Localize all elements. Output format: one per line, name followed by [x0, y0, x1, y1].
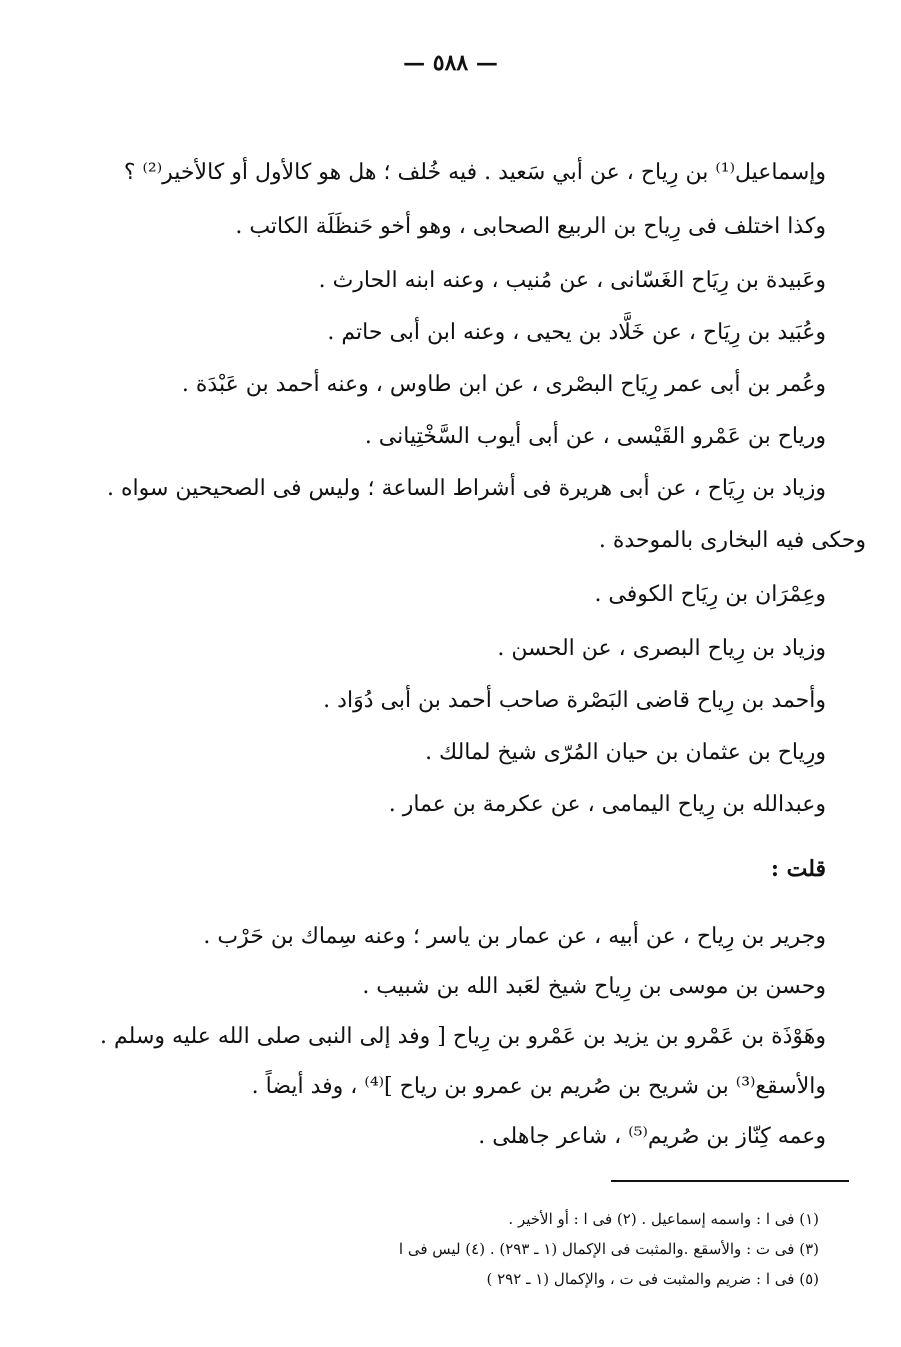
text-line: وزياد بن رِيَاح ، عن أبى هريرة فى أشراط الساعة ؛ وليس فى الصحيحين سواه . [106, 476, 826, 501]
text-line: وزياد بن رِياح البصرى ، عن الحسن . [497, 636, 826, 661]
text-line: والأسقع⁽³⁾ بن شريح بن صُريم بن عمرو بن رياح ]⁽⁴⁾ ، وفد أيضاً . [251, 1074, 826, 1099]
footnote-divider [611, 1180, 849, 1182]
text-line: وحكى فيه البخارى بالموحدة . [598, 528, 866, 553]
text-line: وعمه كِنّاز بن صُريم⁽⁵⁾ ، شاعر جاهلى . [478, 1124, 826, 1149]
text-line: وعُبَيد بن رِيَاح ، عن خَلَّاد بن يحيى ، وعنه ابن أبى حاتم . [327, 320, 826, 345]
text-line: وجرير بن رِياح ، عن أبيه ، عن عمار بن ياسر ؛ وعنه سِماك بن حَرْب . [203, 924, 826, 949]
footnote-line: (٣) فى ت : والأسقع .والمثبت فى الإكمال (١ ـ ٢٩٣) . (٤) ليس فى ا [398, 1240, 819, 1258]
section-heading: قلت : [770, 856, 826, 882]
text-line: ورِياح بن عثمان بن حيان المُرّى شيخ لمالك . [425, 740, 826, 765]
footnote-line: (٥) فى ا : ضريم والمثبت فى ت ، والإكمال (١ ـ ٢٩٢ ) [486, 1270, 819, 1288]
text-line: وحسن بن موسى بن رِياح شيخ لعَبد الله بن شبيب . [362, 974, 826, 999]
text-line: وعِمْرَان بن رِيَاح الكوفى . [594, 582, 826, 607]
text-line: وعَبيدة بن رِيَاح الغَسّانى ، عن مُنيب ، وعنه ابنه الحارث . [318, 268, 826, 293]
text-line: وإسماعيل⁽¹⁾ بن رِياح ، عن أبي سَعيد . فيه خُلف ؛ هل هو كالأول أو كالأخير⁽²⁾ ؟ [123, 160, 826, 185]
text-line: وكذا اختلف فى رِياح بن الربيع الصحابى ، وهو أخو حَنظَلَة الكاتب . [235, 214, 826, 239]
text-line: ورياح بن عَمْرو القَيْسى ، عن أبى أيوب السَّخْتِيانى . [364, 424, 826, 449]
text-line: وعُمر بن أبى عمر رِيَاح البصْرى ، عن ابن طاوس ، وعنه أحمد بن عَبْدَة . [181, 372, 826, 397]
text-line: وهَوْذَة بن عَمْرو بن يزيد بن عَمْرو بن رِياح [ وفد إلى النبى صلى الله عليه وسلم . [100, 1024, 826, 1049]
text-line: وأحمد بن رِياح قاضى البَصْرة صاحب أحمد بن أبى دُوَاد . [323, 688, 826, 713]
text-line: وعبدالله بن رِياح اليمامى ، عن عكرمة بن عمار . [388, 792, 826, 817]
page-number: — ٥٨٨ — [403, 50, 498, 76]
footnote-line: (١) فى ا : واسمه إسماعيل . (٢) فى ا : أو الأخير . [508, 1210, 819, 1228]
